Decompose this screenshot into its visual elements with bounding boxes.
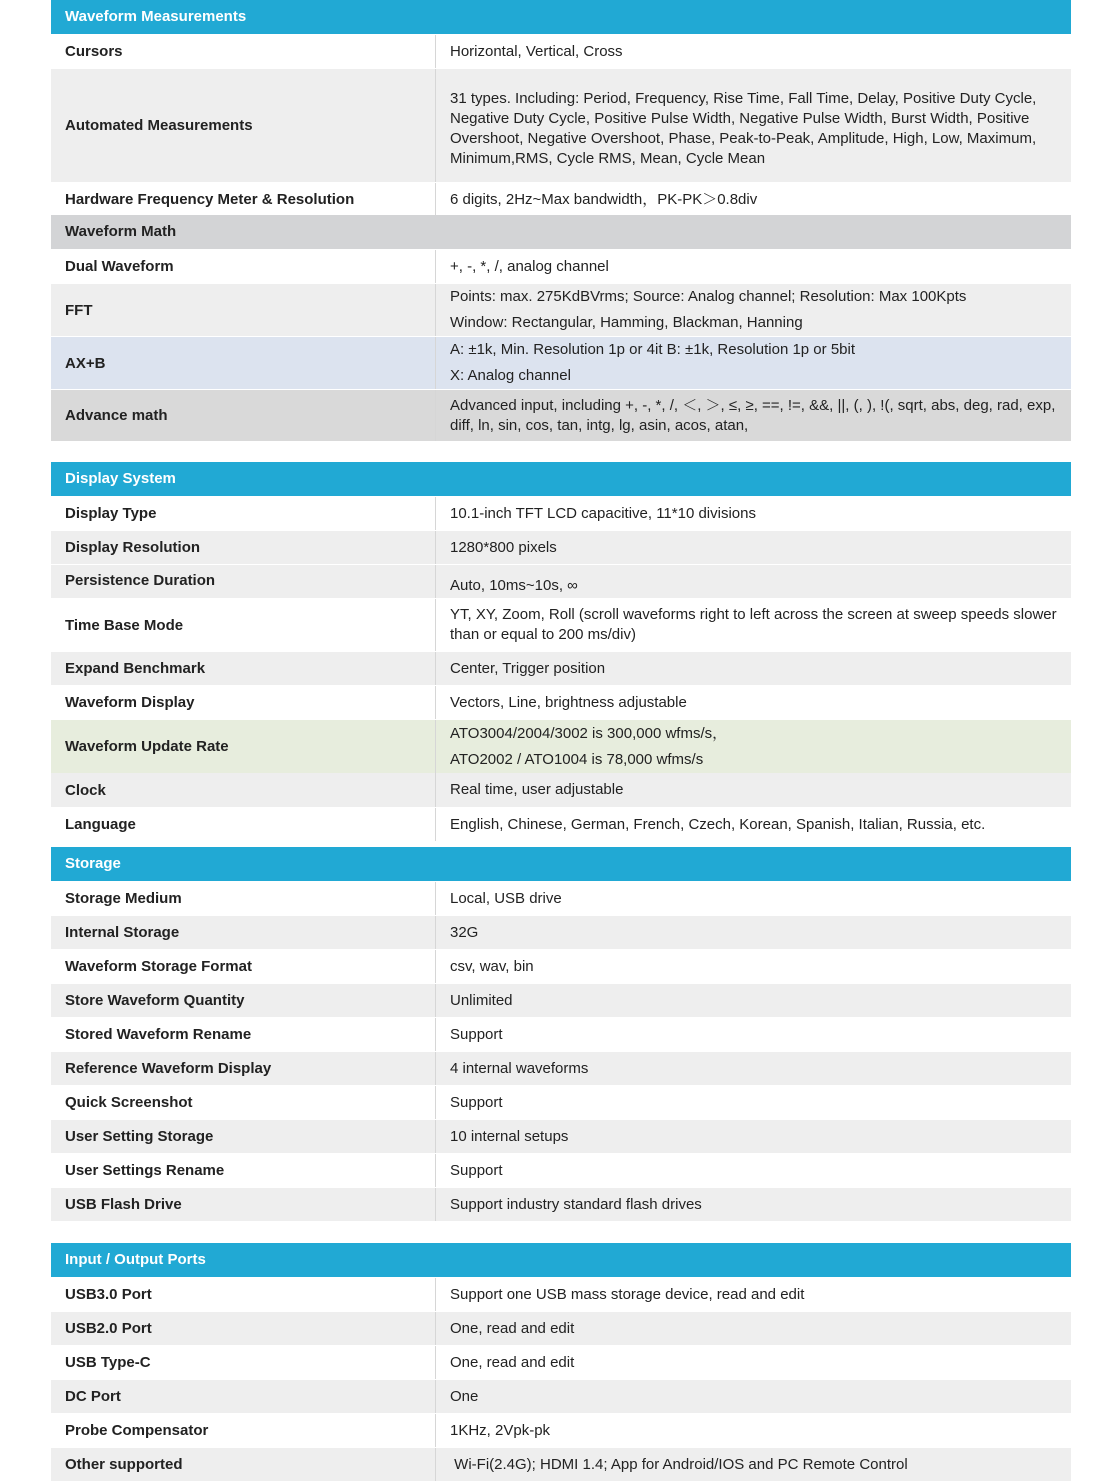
spec-row [51, 530, 1071, 564]
spec-value [436, 1154, 1071, 1187]
spec-row [51, 685, 1071, 719]
spec-row [51, 773, 1071, 807]
spec-label: Display Resolution [51, 531, 436, 564]
spec-label: Reference Waveform Display [51, 1052, 436, 1085]
spec-value-line: YT, XY, Zoom, Roll (scroll waveforms right to left across the screen at sweep speeds slower than or equal to 200 ms/div) [450, 606, 1057, 643]
spec-value-line: Support [450, 1093, 503, 1111]
spec-label: Waveform Update Rate [51, 720, 436, 773]
spec-row [51, 881, 1071, 915]
spec-label: USB2.0 Port [51, 1312, 436, 1345]
spec-row [51, 983, 1071, 1017]
spec-label: Time Base Mode [51, 599, 436, 651]
spec-value [436, 652, 1071, 685]
spec-value-line: Points: max. 275KdBVrms; Source: Analog channel; Resolution: Max 100Kpts [450, 288, 967, 305]
spec-value [436, 1448, 1071, 1481]
spec-value-line: Center, Trigger position [450, 659, 606, 677]
waveform-math-section [51, 215, 1071, 441]
spec-value-line: 10 internal setups [450, 1127, 569, 1145]
spec-row [51, 1085, 1071, 1119]
spec-value [436, 1346, 1071, 1379]
spec-row [51, 1051, 1071, 1085]
spec-value-line: 1KHz, 2Vpk-pk [450, 1421, 551, 1439]
spec-label: User Setting Storage [51, 1120, 436, 1153]
spec-label: Stored Waveform Rename [51, 1018, 436, 1051]
spec-label: Probe Compensator [51, 1414, 436, 1447]
spec-label: Advance math [51, 390, 436, 441]
spec-label: Internal Storage [51, 916, 436, 949]
spec-row [51, 651, 1071, 685]
spec-label: Persistence Duration [51, 565, 436, 598]
spec-value [436, 565, 1071, 598]
spec-label: Storage Medium [51, 882, 436, 915]
spec-value [436, 250, 1071, 283]
spec-value-line: 10.1-inch TFT LCD capacitive, 11*10 divisions [450, 504, 756, 522]
spec-row [51, 389, 1071, 441]
spec-row [51, 807, 1071, 841]
spec-value-line: ATO3004/2004/3002 is 300,000 wfms/s， [450, 724, 728, 742]
spec-row [51, 1413, 1071, 1447]
spec-row [51, 1311, 1071, 1345]
spec-row [51, 1017, 1071, 1051]
spec-label: USB3.0 Port [51, 1278, 436, 1311]
spec-row [51, 915, 1071, 949]
section-header: Display System [51, 462, 1071, 496]
spec-row [51, 1277, 1071, 1311]
spec-label: User Settings Rename [51, 1154, 436, 1187]
spec-value [436, 1414, 1071, 1447]
storage-section [51, 847, 1071, 1221]
spec-label: FFT [51, 284, 436, 336]
spec-label: Store Waveform Quantity [51, 984, 436, 1017]
spec-row [51, 949, 1071, 983]
spec-row [51, 564, 1071, 598]
section-header: Input / Output Ports [51, 1243, 1071, 1277]
spec-value [436, 35, 1071, 68]
spec-row [51, 34, 1071, 68]
spec-row [51, 68, 1071, 182]
spec-value [436, 916, 1071, 949]
spec-value-line: Support one USB mass storage device, read and edit [450, 1285, 805, 1303]
section-header: Storage [51, 847, 1071, 881]
spec-value [436, 950, 1071, 983]
spec-value [436, 808, 1071, 841]
spec-value [436, 1312, 1071, 1345]
spec-value [436, 390, 1071, 441]
spec-value [436, 531, 1071, 564]
spec-value-line: Window: Rectangular, Hamming, Blackman, Hanning [450, 314, 803, 331]
spec-value-line: Real time, user adjustable [450, 781, 624, 798]
spec-row [51, 1379, 1071, 1413]
spec-label: USB Flash Drive [51, 1188, 436, 1221]
spec-value [436, 773, 1071, 807]
spec-value-line: Support [450, 1161, 503, 1179]
spec-label: Cursors [51, 35, 436, 68]
spec-row [51, 1119, 1071, 1153]
spec-value [436, 337, 1071, 389]
spec-row [51, 1187, 1071, 1221]
spec-value-line: A: ±1k, Min. Resolution 1p or 4it B: ±1k, Resolution 1p or 5bit [450, 341, 855, 358]
spec-label: Language [51, 808, 436, 841]
spec-value [436, 686, 1071, 719]
spec-value [436, 599, 1071, 651]
spec-value-line: Advanced input, including +, -, *, /, ＜, ＞, ≤, ≥, ==, !=, &&, ||, (, ), !(, sqrt, abs, deg, rad, exp, diff, ln, sin, cos, tan, intg, lg, asin, acos, atan, [450, 396, 1056, 434]
spec-value-line: 1280*800 pixels [450, 538, 557, 556]
spec-row [51, 1153, 1071, 1187]
spec-value-line: Support [450, 1025, 503, 1043]
spec-label: Hardware Frequency Meter & Resolution [51, 183, 436, 216]
waveform-measurements-section [51, 0, 1071, 216]
spec-value-line: 32G [450, 923, 479, 941]
spec-row [51, 283, 1071, 336]
spec-value [436, 69, 1071, 182]
spec-label: Clock [51, 773, 436, 807]
spec-value-line: 6 digits, 2Hz~Max bandwidth，PK-PK＞0.8div [450, 190, 758, 208]
spec-value-line: One, read and edit [450, 1319, 575, 1337]
io-ports-section [51, 1243, 1071, 1481]
spec-value [436, 497, 1071, 530]
spec-value-line: Wi-Fi(2.4G); HDMI 1.4; App for Android/IOS and PC Remote Control [450, 1455, 908, 1473]
section-subheader: Waveform Math [51, 215, 1071, 249]
spec-label: Display Type [51, 497, 436, 530]
spec-value-line: Horizontal, Vertical, Cross [450, 42, 623, 60]
spec-row [51, 182, 1071, 216]
spec-value [436, 882, 1071, 915]
spec-value [436, 1086, 1071, 1119]
spec-value-line: X: Analog channel [450, 367, 571, 384]
spec-label: Other supported [51, 1448, 436, 1481]
spec-value [436, 1278, 1071, 1311]
spec-value-line: One, read and edit [450, 1353, 575, 1371]
spec-row [51, 496, 1071, 530]
spec-value [436, 984, 1071, 1017]
spec-value [436, 1188, 1071, 1221]
spec-label: Waveform Display [51, 686, 436, 719]
spec-row [51, 598, 1071, 651]
spec-row [51, 249, 1071, 283]
spec-value-line: Local, USB drive [450, 889, 562, 907]
spec-value-line: 31 types. Including: Period, Frequency, Rise Time, Fall Time, Delay, Positive Duty Cycle, Negative Duty Cycle, Positive Pulse Width, Negative Pulse Width, Burst Width, Positive Overshoot, Negative Overshoot, Phase, Peak-to-Peak, Amplitude, High, Low, Maximum, Minimum,RMS, Cycle RMS, Mean, Cycle Mean [450, 89, 1037, 167]
spec-label: AX+B [51, 337, 436, 389]
spec-row [51, 1345, 1071, 1379]
spec-row [51, 719, 1071, 773]
spec-row [51, 336, 1071, 389]
spec-label: Automated Measurements [51, 69, 436, 182]
spec-row [51, 1447, 1071, 1481]
spec-value-line: Unlimited [450, 991, 513, 1009]
spec-value [436, 720, 1071, 773]
spec-value [436, 1380, 1071, 1413]
spec-value-line: Support industry standard flash drives [450, 1195, 702, 1213]
spec-value-line: Auto, 10ms~10s, ∞ [450, 576, 578, 594]
spec-value [436, 183, 1071, 216]
spec-value-line: 4 internal waveforms [450, 1059, 589, 1077]
spec-value-line: English, Chinese, German, French, Czech, Korean, Spanish, Italian, Russia, etc. [450, 815, 986, 833]
spec-value [436, 284, 1071, 336]
spec-label: Quick Screenshot [51, 1086, 436, 1119]
spec-value [436, 1052, 1071, 1085]
spec-value-line: ATO2002 / ATO1004 is 78,000 wfms/s [450, 750, 704, 768]
spec-value-line: csv, wav, bin [450, 957, 534, 975]
display-system-section [51, 462, 1071, 841]
section-header: Waveform Measurements [51, 0, 1071, 34]
spec-label: USB Type-C [51, 1346, 436, 1379]
spec-label: DC Port [51, 1380, 436, 1413]
spec-value-line: One [450, 1387, 479, 1405]
spec-label: Waveform Storage Format [51, 950, 436, 983]
spec-value [436, 1018, 1071, 1051]
spec-value-line: +, -, *, /, analog channel [450, 257, 609, 275]
spec-value [436, 1120, 1071, 1153]
spec-label: Expand Benchmark [51, 652, 436, 685]
spec-value-line: Vectors, Line, brightness adjustable [450, 693, 687, 711]
spec-label: Dual Waveform [51, 250, 436, 283]
